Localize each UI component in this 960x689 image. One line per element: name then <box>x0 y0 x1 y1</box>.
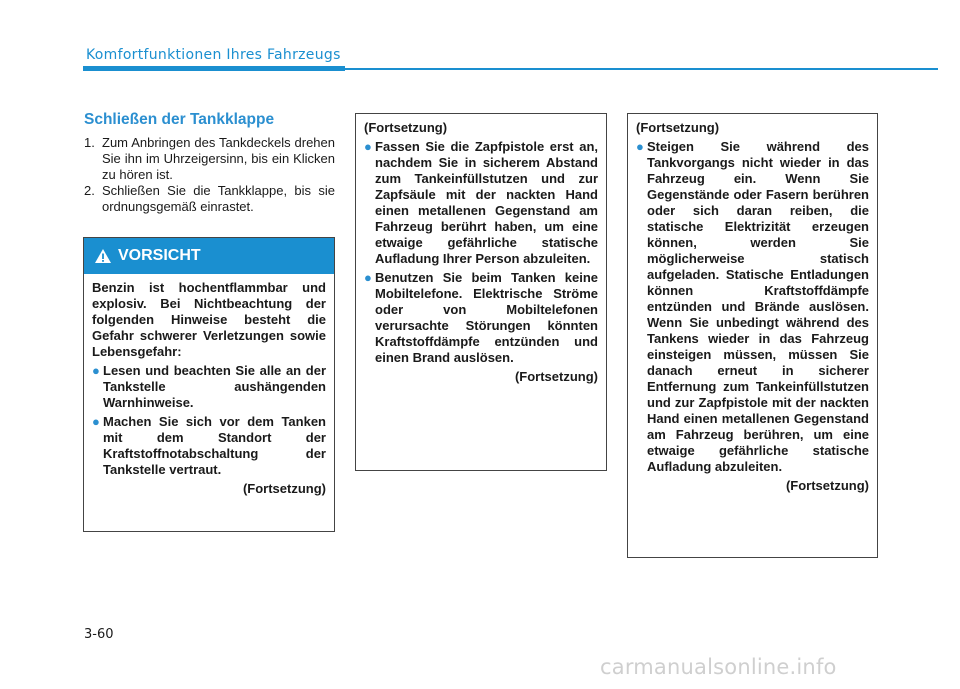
continued-top-label: (Fortsetzung) <box>364 120 448 135</box>
continued-box-right <box>627 113 878 558</box>
bullet-dot-icon: ● <box>92 363 100 378</box>
continued-label: (Fortsetzung) <box>242 481 326 496</box>
bullet-item <box>92 414 326 478</box>
continued-label: (Fortsetzung) <box>785 478 869 493</box>
step-text: Schließen Sie die Tankklappe, bis sie ordnungsgemäß einrastet. <box>102 183 335 214</box>
header-rule-thin <box>345 68 938 70</box>
bullet-text: Fassen Sie die Zapfpistole erst an, nachdem Sie in sicherem Abstand zum Tankeinfüllstutzen und zur Zapfsäule mit der nackten Hand einen metallenen Gegenstand am Fahrzeug berührt haben, um eine etwaige gefährliche statische Aufladung Ihrer Person abzuleiten. <box>375 139 598 266</box>
section-title: Schließen der Tankklappe <box>84 111 275 128</box>
step-number: 2. <box>84 183 95 198</box>
step-item <box>84 183 335 215</box>
bullet-item <box>364 139 598 267</box>
step-text: Zum Anbringen des Tankdeckels drehen Sie ihn im Uhrzeigersinn, bis ein Klicken zu hören ist. <box>102 135 335 182</box>
bullet-text: Lesen und beachten Sie alle an der Tankstelle aushängenden Warnhinweise. <box>103 363 326 410</box>
caution-intro: Benzin ist hochentflammbar und explosiv. Bei Nichtbeachtung der folgenden Hinweise besteht die Gefahr schwerer Verletzungen sowie Lebensgefahr: <box>92 280 326 359</box>
chapter-title: Komfortfunktionen Ihres Fahrzeugs <box>86 47 341 63</box>
warning-triangle-icon <box>94 248 112 264</box>
bullet-dot-icon: ● <box>636 139 644 154</box>
step-item <box>84 135 335 183</box>
caution-header <box>84 238 334 274</box>
bullet-dot-icon: ● <box>364 270 372 285</box>
caution-box <box>83 237 335 532</box>
watermark: carmanualsonline.info <box>600 655 837 679</box>
header-rule-thick <box>83 66 345 71</box>
page-number: 3-60 <box>84 627 114 642</box>
caution-label: VORSICHT <box>118 247 201 264</box>
bullet-dot-icon: ● <box>364 139 372 154</box>
bullet-item <box>92 363 326 411</box>
continued-label: (Fortsetzung) <box>514 369 598 384</box>
bullet-item <box>636 139 869 475</box>
continued-box-middle <box>355 113 607 471</box>
bullet-item <box>364 270 598 366</box>
bullet-dot-icon: ● <box>92 414 100 429</box>
steps-list <box>84 135 335 215</box>
bullet-text: Machen Sie sich vor dem Tanken mit dem Standort der Kraftstoffnotabschaltung der Tankstelle vertraut. <box>103 414 326 477</box>
bullet-text: Steigen Sie während des Tankvorgangs nicht wieder in das Fahrzeug ein. Wenn Sie Gegenstände oder Fasern berühren oder sich daran reiben, die statische Elektrizität erzeugen können, werden Sie möglicherweise statisch aufgeladen. Statische Entladungen können Kraftstoffdämpfe entzünden und Brände auslösen. Wenn Sie unbedingt während des Tankens wieder in das Fahrzeug einsteigen müssen, müssen Sie danach erneut in sicherer Entfernung zum Tankeinfüllstutzen und zur Zapfpistole mit der nackten Hand einen metallenen Gegenstand am Fahrzeug berühren, um eine etwaige gefährliche statische Aufladung abzuleiten. <box>647 139 869 474</box>
step-number: 1. <box>84 135 95 150</box>
bullet-text: Benutzen Sie beim Tanken keine Mobiltelefone. Elektrische Ströme oder von Mobiltelefonen verursachte Störungen könnten Kraftstoffdämpfe entzünden und einen Brand auslösen. <box>375 270 598 365</box>
continued-top-label: (Fortsetzung) <box>636 120 720 135</box>
